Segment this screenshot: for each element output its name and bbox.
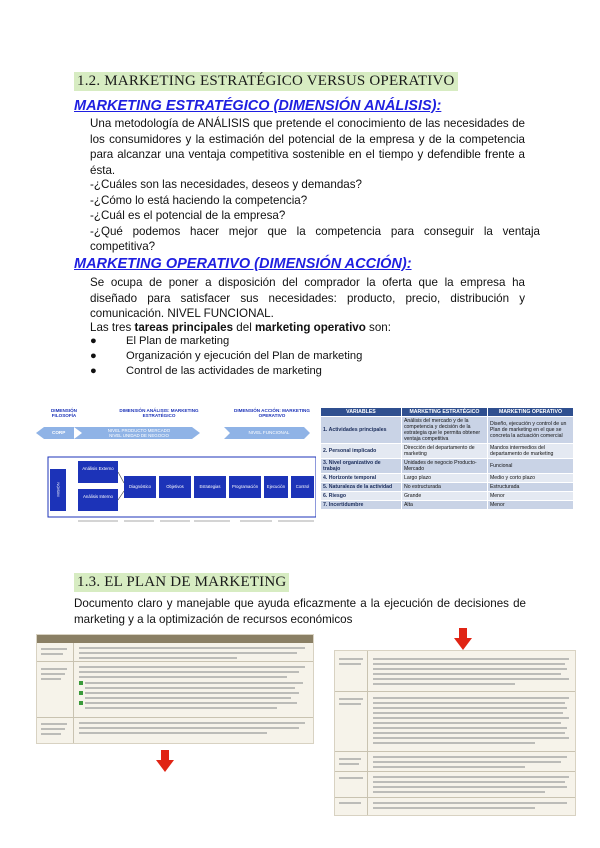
table-row	[321, 474, 574, 483]
question-item: -¿Qué podemos hacer mejor que la competencia para conseguir la ventaja competitiva?	[90, 224, 540, 253]
step-label: Estrategias	[199, 484, 221, 489]
bullet-dot-icon: ●	[90, 335, 97, 347]
bullet-dot-icon: ●	[90, 365, 97, 377]
step-label: Diagnóstico	[129, 484, 151, 489]
mision-label: MISIÓN	[55, 482, 61, 497]
question-item: -¿Cuáles son las necesidades, deseos y demandas?	[90, 178, 362, 191]
plan-paragraph: Documento claro y manejable que ayuda eficazmente a la ejecución de decisiones de marketing y a la optimización de recursos económicos	[74, 597, 526, 626]
col-header: MARKETING OPERATIVO	[487, 408, 573, 417]
analisis-externo-label: Análisis Externo	[82, 466, 114, 471]
tareas-mid: del	[233, 321, 255, 334]
table-cell: Menor	[487, 492, 573, 501]
nivel-unidad-label: NIVEL UNIDAD DE NEGOCIO	[109, 433, 169, 438]
question-item: -¿Cómo lo está haciendo la competencia?	[90, 193, 308, 207]
table-cell: 4. Horizonte temporal	[321, 474, 402, 483]
table-cell: Unidades de negocio Producto-Mercado	[401, 459, 487, 474]
table-cell: 3. Nivel organizativo de trabajo	[321, 459, 402, 474]
tareas-bold-2: marketing operativo	[255, 321, 366, 334]
dim-accion-label: DIMENSIÓN ACCIÓN: MARKETING OPERATIVO	[234, 408, 310, 418]
bullet-text: Organización y ejecución del Plan de marketing	[126, 350, 363, 362]
question-item: -¿Cuál es el potencial de la empresa?	[90, 209, 286, 222]
estrategico-heading: MARKETING ESTRATÉGICO (DIMENSIÓN ANÁLISIS):	[74, 98, 442, 114]
table-cell: Largo plazo	[401, 474, 487, 483]
step-label: Ejecución	[266, 484, 286, 489]
plan-table-image-right	[334, 650, 576, 816]
tareas-bold-1: tareas principales	[134, 321, 234, 334]
table-cell: Grande	[401, 492, 487, 501]
nivel-funcional-label: NIVEL FUNCIONAL	[248, 430, 290, 435]
dim-filosofia-label: DIMENSIÓN FILOSOFÍA	[50, 408, 78, 418]
table-row	[321, 417, 574, 444]
col-header: VARIABLES	[321, 408, 402, 417]
variables-table	[320, 407, 574, 510]
tareas-bullet-list	[90, 334, 510, 379]
scan-text-lines	[335, 651, 575, 815]
operativo-heading: MARKETING OPERATIVO (DIMENSIÓN ACCIÓN):	[74, 256, 412, 272]
table-cell: Estructurada	[487, 483, 573, 492]
corp-label: CORP	[52, 430, 66, 435]
section-title-1-3: 1.3. EL PLAN DE MARKETING	[74, 573, 289, 592]
bullet-text: Control de las actividades de marketing	[126, 365, 322, 377]
marketing-process-diagram	[34, 403, 316, 555]
table-cell: Alta	[401, 501, 487, 510]
table-cell: Dirección del departamento de marketing	[401, 444, 487, 459]
table-row	[321, 483, 574, 492]
questions-list	[90, 177, 540, 255]
operativo-paragraph: Se ocupa de poner a disposición del comprador la oferta que la empresa ha diseñado para satisfacer sus necesidades: producto, precio, distribución y comunicación. NIVEL FUNCIONAL.	[90, 276, 525, 320]
table-cell: Funcional	[487, 459, 573, 474]
diagram-graphics	[34, 403, 316, 555]
analisis-interno-box	[78, 489, 118, 511]
down-arrow-icon	[454, 628, 472, 650]
col-header: MARKETING ESTRATÉGICO	[401, 408, 487, 417]
list-item	[90, 364, 510, 379]
bullet-text: El Plan de marketing	[126, 335, 230, 347]
table-cell: 1. Actividades principales	[321, 417, 402, 444]
table-cell: Análisis del mercado y de la competencia y decisión de la estrategia que le permita obtener ventaja competitiva	[401, 417, 487, 444]
table-cell: Menor	[487, 501, 573, 510]
table-row	[321, 444, 574, 459]
table-cell: No estructurada	[401, 483, 487, 492]
step-label: Objetivos	[166, 484, 184, 489]
tareas-suffix: son:	[365, 321, 391, 334]
bullet-dot-icon: ●	[90, 350, 97, 362]
table-row	[321, 459, 574, 474]
tareas-prefix: Las tres	[90, 321, 135, 334]
variables-comparison-table	[320, 407, 574, 555]
list-item	[90, 349, 510, 364]
table-cell: 2. Personal implicado	[321, 444, 402, 459]
plan-table-image-left	[36, 634, 314, 744]
table-cell: Diseño, ejecución y control de un Plan de marketing en el que se concreta la actuación comercial	[487, 417, 573, 444]
table-cell: 5. Naturaleza de la actividad	[321, 483, 402, 492]
nivel-producto-label: NIVEL PRODUCTO MERCADO	[107, 428, 171, 433]
scan-text-lines	[37, 635, 313, 743]
table-row	[321, 501, 574, 510]
table-cell: Medio y corto plazo	[487, 474, 573, 483]
table-row	[321, 492, 574, 501]
list-item	[90, 334, 510, 349]
analisis-interno-label: Análisis Interno	[82, 494, 114, 499]
section-title-1-2: 1.2. MARKETING ESTRATÉGICO VERSUS OPERATIVO	[74, 72, 458, 91]
table-cell: 7. Incertidumbre	[321, 501, 402, 510]
dim-analisis-label: DIMENSIÓN ANÁLISIS: MARKETING ESTRATÉGICO	[119, 408, 199, 418]
step-label: Control	[295, 484, 310, 489]
table-cell: Mandos intermedios del departamento de marketing	[487, 444, 573, 459]
analisis-externo-box	[78, 461, 118, 483]
table-cell: 6. Riesgo	[321, 492, 402, 501]
step-label: Programación	[231, 484, 259, 489]
estrategico-paragraph: Una metodología de ANÁLISIS que pretende el conocimiento de las necesidades de los consumidores y la estimación del potencial de la empresa y de la competencia para alcanzar una ventaja competitiva sostenible en el tiempo y defendible frente a ésta.	[90, 117, 525, 177]
down-arrow-icon	[156, 750, 174, 772]
